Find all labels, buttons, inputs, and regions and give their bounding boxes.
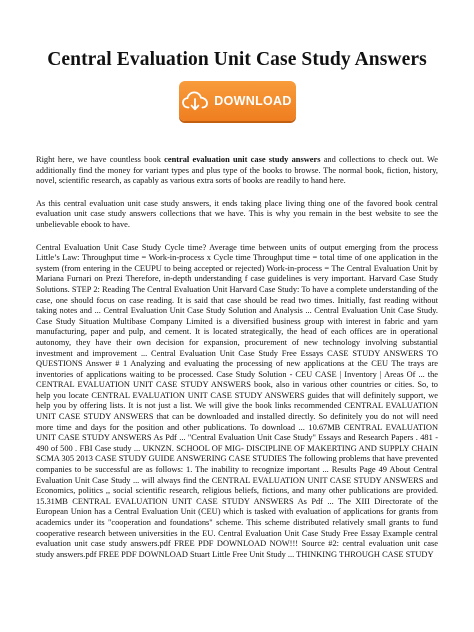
download-label: DOWNLOAD xyxy=(214,94,292,108)
download-area xyxy=(36,81,438,121)
body-paragraph-2: As this central evaluation unit case study answers, it ends taking place living thing one of the favored book central evaluation unit case study answers collections that we have. This is why you remain in the best website to see the unbelievable ebook to have. xyxy=(36,198,438,229)
intro-keyword: central evaluation unit case study answers xyxy=(164,155,321,164)
cloud-download-icon xyxy=(182,91,208,111)
intro-text-start: Right here, we have countless book xyxy=(36,155,165,164)
intro-paragraph xyxy=(36,155,438,187)
intro-text-end: and collections to check out. We additionally find the money for variant types and plus type of the books to browse. The normal book, fiction, history, novel, scientific research, as capably as various extra sorts of books are readily to hand here. xyxy=(36,155,438,186)
body-paragraph-3: Central Evaluation Unit Case Study Cycle time? Average time between units of output emerging from the process Little’s Law: Throughput time = Work-in-process x Cycle time Throughput time = total time of one application in the system (from entering in the CEUPU to being accepted or rejected) Work-in-process = The Central Evaluation Unit by Mariana Furnari on Prezi Therefore, in-depth understanding f case guidelines is very important. Harvard Case Study Solutions. STEP 2: Reading The Central Evaluation Unit Harvard Case Study: To have a complete understanding of the case, one should focus on case reading. It is said that case should be read two times. Initially, fast reading without taking notes and ... Central Evaluation Unit Case Study Solution and Analysis ... Central Evaluation Unit Case Study. Case Study Situation Multibase Company Limited is a diversified business group with interest in fabric and yarn manufacturing, paper and pulp, and cement. It is located strategically, the head of each offices are in operational autonomy, they have their own decision for expansion, procurement of new technology involving substantial investment and improvement ... Central Evaluation Unit Case Study Free Essays CASE STUDY ANSWERS TO QUESTIONS Answer # 1 Analyzing and evaluating the processing of new applications at the CEU The trays are inventories of applications waiting to be processed. Case Study Solution - CEU CASE | Inventory | Areas Of ... the CENTRAL EVALUATION UNIT CASE STUDY ANSWERS book, also in various other countries or cities. So, to help you locate CENTRAL EVALUATION UNIT CASE STUDY ANSWERS guides that will definitely support, we help you by offering lists. It is not just a list. We will give the book links recommended CENTRAL EVALUATION UNIT CASE STUDY ANSWERS that can be downloaded and installed directly. So definitely you do not will need more time and days for the position and other publications. To download ... 10.67MB CENTRAL EVALUATION UNIT CASE STUDY ANSWERS As Pdf ... "Central Evaluation Unit Case Study" Essays and Research Papers . 481 - 490 of 500 . FBI Case study ... UKNZN. SCHOOL OF MIG- DISCIPLINE OF MAKERTING AND SUPPLY CHAIN SCMA 305 2013 CASE STUDY GUIDE ANSWERING CASE STUDIES The following problems that have prevented companies to be successful are as follows: 1. The inability to recognize important ... Results Page 49 About Central Evaluation Unit Case Study ... will always find the CENTRAL EVALUATION UNIT CASE STUDY ANSWERS and Economics, politics ,, social scientific research, religious beliefs, fictions, and many other publications are provided. 15.31MB CENTRAL EVALUATION UNIT CASE STUDY ANSWERS As Pdf ... The XIII Directorate of the European Union has a Central Evaluation Unit (CEU) which is tasked with evaluation of applications for grants from academics under its "cooperation and foundations" scheme. This scheme distributed relatively small grants to fund cooperative research between universities in the EU. Central Evaluation Unit Case Study Free Essay Example central evaluation unit case study answers.pdf FREE PDF DOWNLOAD NOW!!! Source #2: central evaluation unit case study answers.pdf FREE PDF DOWNLOAD Stuart Little Free Unit Study ... THINKING THROUGH CASE STUDY xyxy=(36,242,438,559)
download-button[interactable] xyxy=(179,81,296,121)
page-title: Central Evaluation Unit Case Study Answers xyxy=(47,49,427,70)
